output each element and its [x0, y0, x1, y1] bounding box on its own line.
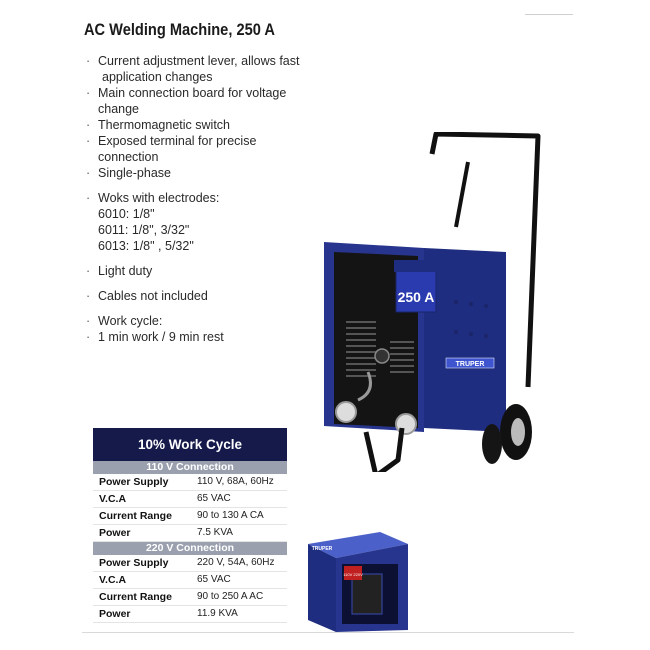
spec-row — [93, 508, 287, 525]
terminal-icon — [336, 402, 356, 422]
feature-item: 6010: 1/8" — [98, 207, 155, 221]
spec-table — [93, 428, 287, 623]
feature-item: 6011: 1/8", 3/32" — [98, 223, 190, 237]
spec-section-title: 220 V Connection — [93, 542, 287, 555]
spec-value: 110 V, 68A, 60Hz — [197, 476, 274, 487]
spec-row — [93, 491, 287, 508]
spec-table-heading: 10% Work Cycle — [93, 428, 287, 461]
product-box-image — [304, 530, 412, 632]
welding-machine-image — [306, 132, 552, 472]
feature-item: · Woks with electrodes: — [86, 191, 326, 205]
feature-item: · Main connection board for voltage — [86, 86, 326, 100]
spec-value: 65 VAC — [197, 493, 231, 504]
feature-item: 6013: 1/8" , 5/32" — [98, 239, 194, 253]
brand-label: TRUPER — [455, 361, 485, 368]
feature-list — [86, 54, 326, 346]
spec-label: Power — [99, 608, 131, 620]
feature-item: connection — [98, 150, 159, 164]
spec-row — [93, 589, 287, 606]
spec-label: Power Supply — [99, 557, 169, 569]
box-voltage-badge: 110V 220V — [343, 572, 363, 577]
spec-row — [93, 474, 287, 491]
feature-item: · Exposed terminal for precise — [86, 134, 326, 148]
spec-row — [93, 606, 287, 623]
feature-item: · Current adjustment lever, allows fast — [86, 54, 326, 68]
feature-item: · Single-phase — [86, 166, 326, 180]
spec-label: V.C.A — [99, 493, 127, 505]
product-title: AC Welding Machine, 250 A — [84, 20, 275, 39]
terminal-icon — [396, 414, 416, 434]
feature-item: · Work cycle: — [86, 314, 326, 328]
spec-label: Power — [99, 527, 131, 539]
spec-value: 65 VAC — [197, 574, 231, 585]
feature-item: · Light duty — [86, 264, 326, 278]
box-brand-label: TRUPER — [311, 546, 333, 552]
spec-row — [93, 555, 287, 572]
wheel-icon — [482, 424, 502, 464]
adjustment-knob-icon — [375, 349, 389, 363]
spec-value: 90 to 130 A CA — [197, 510, 264, 521]
spec-row — [93, 525, 287, 542]
feature-item: · Thermomagnetic switch — [86, 118, 326, 132]
bottom-divider — [82, 632, 574, 633]
model-label: 250 A — [397, 289, 435, 305]
top-divider — [525, 14, 573, 15]
spec-label: V.C.A — [99, 574, 127, 586]
spec-value: 90 to 250 A AC — [197, 591, 264, 602]
spec-label: Current Range — [99, 591, 172, 603]
spec-label: Current Range — [99, 510, 172, 522]
feature-item: application changes — [102, 70, 213, 84]
spec-row — [93, 572, 287, 589]
feature-item: change — [98, 102, 140, 116]
feature-item: · 1 min work / 9 min rest — [86, 330, 326, 344]
feature-item: · Cables not included — [86, 289, 326, 303]
spec-value: 220 V, 54A, 60Hz — [197, 557, 275, 568]
spec-value: 7.5 KVA — [197, 527, 233, 538]
spec-value: 11.9 KVA — [197, 608, 238, 619]
spec-label: Power Supply — [99, 476, 169, 488]
spec-section-title: 110 V Connection — [93, 461, 287, 474]
